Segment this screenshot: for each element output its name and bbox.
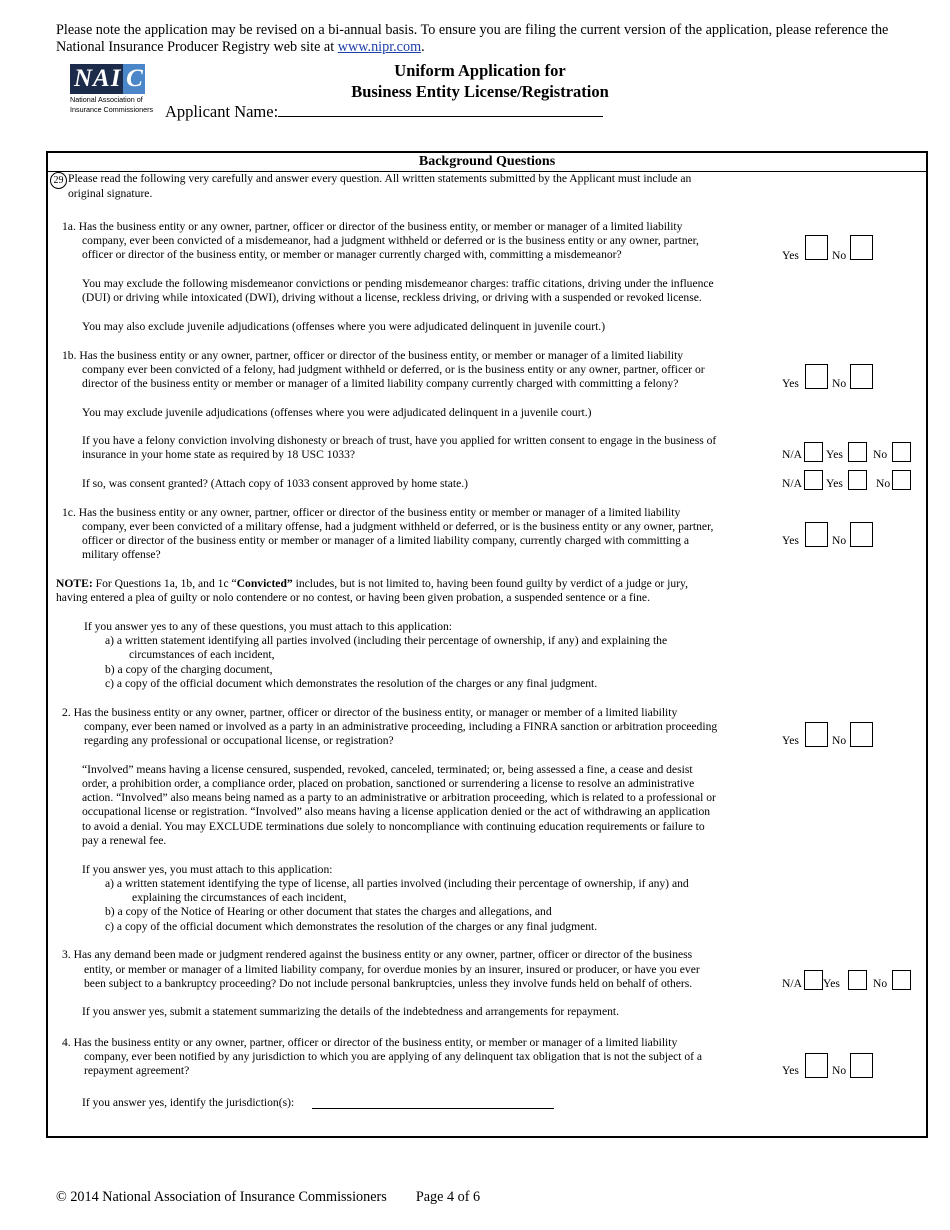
q1c-line-4: military offense? [82, 548, 161, 561]
q4-jurisdiction-label: If you answer yes, identify the jurisdiction(s): [82, 1096, 295, 1109]
attach-item-a: a) a written statement identifying all parties involved (including their percentage of ownership, if any) and explaining the [105, 634, 668, 647]
q4-line-3: repayment agreement? [84, 1064, 190, 1077]
q1a-no-checkbox[interactable] [850, 235, 873, 260]
q2-involved-2: order, a prohibition order, a compliance order, placed on probation, sanctioned or surrendering a license to resolve an administrative [82, 777, 695, 790]
q4-line-1: 4. Has the business entity or any owner, partner, officer or director of the business entity, or member or manager of a limited liability [62, 1036, 678, 1049]
question-number-badge: 29 [50, 172, 67, 189]
q2-yes-label: Yes [782, 734, 799, 747]
q2-no-checkbox[interactable] [850, 722, 873, 747]
page-title: Uniform Application for Business Entity License/Registration [351, 61, 609, 101]
q1b-granted-na-checkbox[interactable] [804, 470, 823, 490]
q2-attach-intro: If you answer yes, you must attach to this application: [82, 863, 333, 876]
attach-item-c: c) a copy of the official document which demonstrates the resolution of the charges or any final judgment. [105, 677, 598, 690]
intro-line-2: original signature. [68, 187, 153, 200]
q1b-consent-yes-checkbox[interactable] [848, 442, 867, 462]
q1b-no-label: No [832, 377, 847, 390]
attach-intro: If you answer yes to any of these questions, you must attach to this application: [84, 620, 453, 633]
q3-no-checkbox[interactable] [892, 970, 911, 990]
q2-line-2: company, ever been named or involved as a party in an administrative proceeding, including a FINRA sanction or arbitration proceeding [84, 720, 718, 733]
q3-na-label: N/A [782, 977, 802, 990]
q2-line-3: regarding any professional or occupational license, or registration? [84, 734, 394, 747]
revision-note: Please note the application may be revised on a bi-annual basis. To ensure you are filing the current version of the application, please reference the National Insurance Producer Registry web site at www.nipr.com. [56, 22, 889, 55]
q1b-consent-yes-label: Yes [826, 448, 843, 461]
q4-no-label: No [832, 1064, 847, 1077]
naic-logo: NAI C National Association of Insurance Commissioners [70, 65, 154, 114]
q1c-no-label: No [832, 534, 847, 547]
q1b-granted-no-checkbox[interactable] [892, 470, 911, 490]
q2-no-label: No [832, 734, 847, 747]
copyright-text: © 2014 National Association of Insurance Commissioners [56, 1189, 387, 1205]
q4-yes-checkbox[interactable] [805, 1053, 828, 1078]
q1b-line-2: company ever been convicted of a felony, had judgment withheld or deferred, or is the business entity or any owner, partner, officer or [82, 363, 705, 376]
q1b-felony-1: If you have a felony conviction involving dishonesty or breach of trust, have you applied for written consent to engage in the business of [82, 434, 717, 447]
q3-attach: If you answer yes, submit a statement summarizing the details of the indebtedness and arrangements for repayment. [82, 1005, 620, 1018]
q1b-yes-checkbox[interactable] [805, 364, 828, 389]
q1a-yes-checkbox[interactable] [805, 235, 828, 260]
q4-jurisdiction-field[interactable] [312, 1108, 554, 1109]
q2-involved-4: occupational license or registration. “Involved” also means having a license application denied or the act of withdrawing an application [82, 805, 711, 818]
q1b-granted-no-label: No [876, 477, 891, 490]
q1c-line-3: officer or director of the business entity or member or manager of a limited liability company, currently charged with committing a [82, 534, 689, 547]
q1c-line-2: company, ever been convicted of a military offense, had a judgment withheld or deferred, or is the business entity or any owner, partner, [82, 520, 714, 533]
q1a-line-2: company, ever been convicted of a misdemeanor, had a judgment withheld or deferred or is the business entity or any owner, partner, [82, 234, 699, 247]
q2-involved-1: “Involved” means having a license censured, suspended, revoked, canceled, terminated; or, being assessed a fine, a cease and desist [82, 763, 693, 776]
q4-no-checkbox[interactable] [850, 1053, 873, 1078]
q1a-exclude-2: (DUI) or driving while intoxicated (DWI), driving without a license, reckless driving, or driving with a suspended or revoked license. [82, 291, 702, 304]
applicant-name-line[interactable] [278, 101, 603, 117]
q1a-line-1: 1a. Has the business entity or any owner, partner, officer or director of the business entity, or member or manager of a limited liability [62, 220, 683, 233]
q1b-line-1: 1b. Has the business entity or any owner, partner, officer or director of the business entity, or member or manager of a limited liability [62, 349, 684, 362]
q1b-consent-na-checkbox[interactable] [804, 442, 823, 462]
q2-yes-checkbox[interactable] [805, 722, 828, 747]
q1b-granted: If so, was consent granted? (Attach copy of 1033 consent approved by home state.) [82, 477, 469, 490]
q1b-granted-yes-checkbox[interactable] [848, 470, 867, 490]
q1b-granted-yes-label: Yes [826, 477, 843, 490]
q3-no-label: No [873, 977, 888, 990]
convicted-note-line-2: having entered a plea of guilty or nolo contendere or no contest, or having been given probation, a suspended sentence or a fine. [56, 591, 650, 604]
attach-item-a-cont: circumstances of each incident, [129, 648, 275, 661]
q3-yes-checkbox[interactable] [848, 970, 867, 990]
q1b-consent-no-checkbox[interactable] [892, 442, 911, 462]
q1b-consent-na-label: N/A [782, 448, 802, 461]
q1c-no-checkbox[interactable] [850, 522, 873, 547]
applicant-name-field[interactable]: Applicant Name: [165, 101, 603, 122]
q4-line-2: company, ever been notified by any jurisdiction to which you are applying of any delinquent tax obligation that is not the subject of a [84, 1050, 703, 1063]
q1b-line-3: director of the business entity or member or manager of a limited liability company currently charged with committing a felony? [82, 377, 679, 390]
q1b-felony-2: insurance in your home state as required by 18 USC 1033? [82, 448, 356, 461]
q1b-consent-no-label: No [873, 448, 888, 461]
q1a-no-label: No [832, 249, 847, 262]
q1c-line-1: 1c. Has the business entity or any owner, partner, officer or director of the business entity or member or manager of a limited liability [62, 506, 681, 519]
q3-line-2: entity, or member or manager of a limited liability company, for overdue monies by an insurer, insured or producer, or have you ever [84, 963, 700, 976]
attach-item-b: b) a copy of the charging document, [105, 663, 273, 676]
q2-attach-a-cont: explaining the circumstances of each incident, [132, 891, 347, 904]
q1c-yes-checkbox[interactable] [805, 522, 828, 547]
q3-yes-label: Yes [823, 977, 840, 990]
page-footer [56, 1189, 480, 1206]
q1a-exclude-1: You may exclude the following misdemeanor convictions or pending misdemeanor charges: traffic citations, driving under the influence [82, 277, 714, 290]
q2-attach-a: a) a written statement identifying the type of license, all parties involved (including their percentage of ownership, if any) and [105, 877, 689, 890]
q3-line-3: been subject to a bankruptcy proceeding? Do not include personal bankruptcies, unless they involve funds held on behalf of others. [84, 977, 693, 990]
q1a-yes-label: Yes [782, 249, 799, 262]
intro-line-1: Please read the following very carefully and answer every question. All written statements submitted by the Applicant must include an [68, 172, 692, 185]
q3-line-1: 3. Has any demand been made or judgment rendered against the business entity or any owner, partner, officer or director of the business [62, 948, 693, 961]
q1a-exclude-3: You may also exclude juvenile adjudications (offenses where you were adjudicated delinquent in juvenile court.) [82, 320, 606, 333]
convicted-note-line-1: NOTE: For Questions 1a, 1b, and 1c “Convicted” includes, but is not limited to, having been found guilty by verdict of a judge or jury, [56, 577, 688, 590]
q2-attach-b: b) a copy of the Notice of Hearing or other document that states the charges and allegations, and [105, 905, 552, 918]
q2-attach-c: c) a copy of the official document which demonstrates the resolution of the charges or any final judgment. [105, 920, 598, 933]
q1b-granted-na-label: N/A [782, 477, 802, 490]
page-number: Page 4 of 6 [415, 1189, 481, 1205]
q1b-no-checkbox[interactable] [850, 364, 873, 389]
q1b-exclude: You may exclude juvenile adjudications (offenses where you were adjudicated delinquent in a juvenile court.) [82, 406, 592, 419]
q1b-yes-label: Yes [782, 377, 799, 390]
q2-involved-3: action. “Involved” also means being named as a party to an administrative or arbitration proceeding, which is related to a professional or [82, 791, 716, 804]
q1c-yes-label: Yes [782, 534, 799, 547]
section-title: Background Questions [48, 153, 926, 172]
q2-line-1: 2. Has the business entity or any owner, partner, officer or director of the business entity, or manager or member of a limited liability [62, 706, 678, 719]
q1a-line-3: officer or director of the business entity, or member or manager currently charged with, committing a misdemeanor? [82, 248, 622, 261]
q3-na-checkbox[interactable] [804, 970, 823, 990]
q4-yes-label: Yes [782, 1064, 799, 1077]
q2-involved-5: to avoid a denial. You may EXCLUDE terminations due solely to noncompliance with continuing education requirements or failure to [82, 820, 705, 833]
nipr-link[interactable]: www.nipr.com [337, 39, 422, 55]
q2-involved-6: pay a renewal fee. [82, 834, 167, 847]
